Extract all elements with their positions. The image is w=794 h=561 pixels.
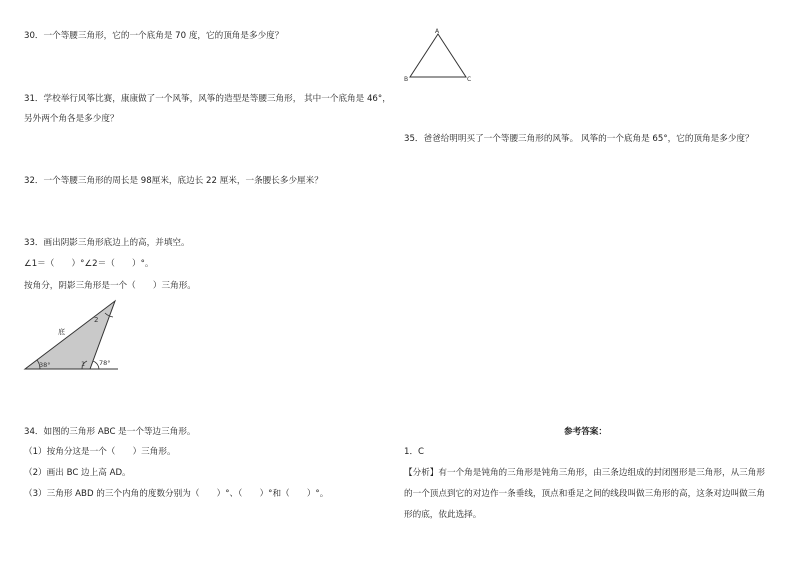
- analysis-line3: 形的底，依此选择。: [404, 510, 482, 520]
- question-34-part1: （1）按角分这是一个（ ）三角形。: [24, 447, 176, 457]
- label-a: A: [435, 28, 440, 35]
- question-30: 30．一个等腰三角形，它的一个底角是 70 度，它的顶角是多少度？: [24, 31, 284, 41]
- label-angle-38: 38°: [39, 361, 51, 369]
- answers-title: 参考答案：: [564, 427, 607, 437]
- question-33-blanks: ∠1＝（ ）°∠2＝（ ）°。: [24, 259, 154, 269]
- question-35: 35．爸爸给明明买了一个等腰三角形的风筝。 风筝的一个底角是 65°，它的顶角是多少度？: [404, 134, 754, 144]
- question-33-line1: 33．画出阴影三角形底边上的高，并填空。: [24, 238, 190, 248]
- equilateral-triangle-figure: [400, 26, 480, 86]
- question-31-line2: 另外两个角各是多少度？: [24, 114, 119, 124]
- answer-1: 1．C: [404, 447, 425, 457]
- analysis-line1: 【分析】有一个角是钝角的三角形是钝角三角形，由三条边组成的封闭图形是三角形，从三角形: [404, 468, 765, 478]
- label-angle-1: 1: [81, 360, 86, 368]
- label-angle-78: 78°: [99, 359, 111, 367]
- question-31-line1: 31．学校举行风筝比赛，康康做了一个风筝，风筝的造型是等腰三角形， 其中一个底角是 46°，: [24, 94, 391, 104]
- label-angle-2: 2: [94, 316, 99, 324]
- analysis-line2: 的一个顶点到它的对边作一条垂线，顶点和垂足之间的线段叫做三角形的高，这条对边叫做三角: [404, 489, 765, 499]
- shaded-triangle-figure: [20, 294, 130, 374]
- triangle-abc: [410, 34, 466, 77]
- question-32: 32．一个等腰三角形的周长是 98厘米，底边长 22 厘米，一条腰长多少厘米？: [24, 176, 323, 186]
- label-b: B: [404, 76, 409, 83]
- label-di: 底: [58, 328, 65, 336]
- label-c: C: [467, 76, 472, 83]
- question-34-part2: （2）画出 BC 边上高 AD。: [24, 468, 131, 478]
- question-34-line1: 34．如图的三角形 ABC 是一个等边三角形。: [24, 427, 196, 437]
- question-34-part3: （3）三角形 ABD 的三个内角的度数分别为（ ）°、（ ）°和（ ）°。: [24, 489, 329, 499]
- question-33-classification: 按角分，阴影三角形是一个（ ）三角形。: [24, 281, 196, 291]
